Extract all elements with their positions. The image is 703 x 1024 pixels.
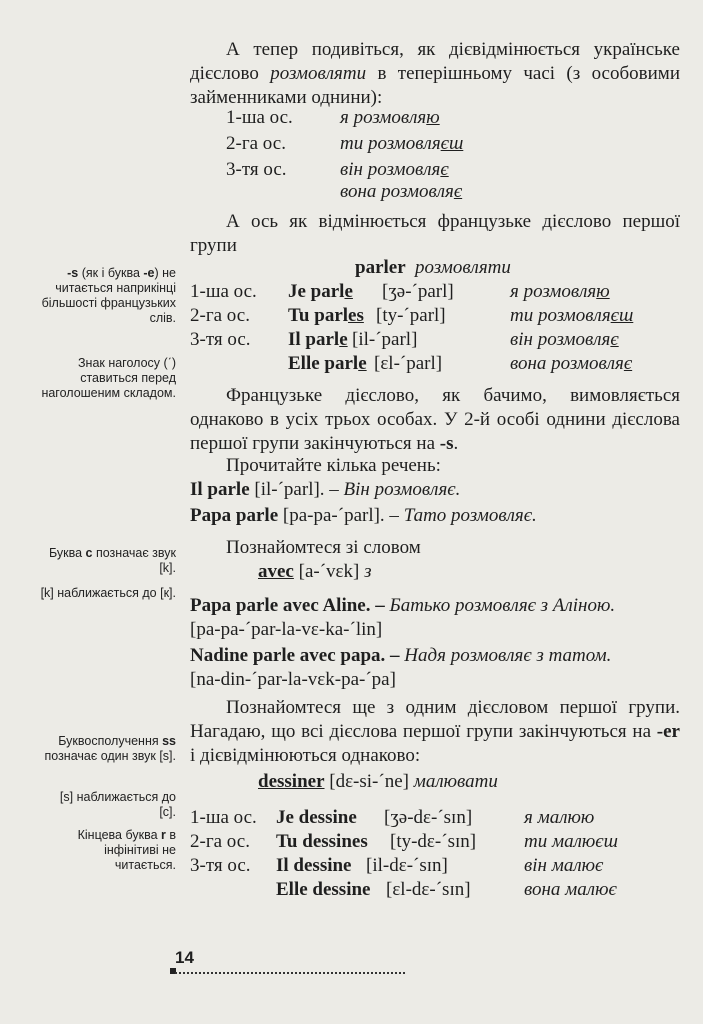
sentence-2 xyxy=(190,504,537,528)
fr-form: Tu dessines xyxy=(276,831,368,852)
sentence-tr: Тато розмовляє. xyxy=(403,505,537,526)
side-note-stress: Знак наголосу (ˊ) ставиться перед наголошеним складом. xyxy=(41,356,176,400)
sentence-4 xyxy=(190,644,611,668)
fr-form: Je parl xyxy=(288,281,345,302)
sentence-1 xyxy=(190,478,460,502)
ipa: [ty-dɛ-ˊsɪn] xyxy=(390,831,477,852)
ua-form: ти розмовля xyxy=(340,133,441,154)
footer-dotted-rule xyxy=(175,972,405,974)
side-text: Кінцева буква xyxy=(77,828,161,842)
ua-ending: є xyxy=(453,181,463,202)
ipa: [il-ˊparl] xyxy=(352,329,418,350)
fr-note-end: . xyxy=(453,433,459,454)
fr-ending: e xyxy=(339,329,348,350)
dess-intro-end: і дієвідмінюються однаково: xyxy=(190,745,421,766)
translation-ending: є xyxy=(610,329,619,350)
fr-ending: e xyxy=(358,353,367,374)
dess-intro-ending: -er xyxy=(656,721,680,742)
side-bold: r xyxy=(161,828,166,842)
fr-form: Il parl xyxy=(288,329,340,350)
ipa: [ɛl-dɛ-ˊsɪn] xyxy=(386,879,471,900)
translation-ending: ю xyxy=(596,281,610,302)
ua-form: я розмовля xyxy=(340,107,427,128)
person-label: 2-га ос. xyxy=(190,831,250,852)
person-label: 1-ша ос. xyxy=(226,107,293,128)
fr-note xyxy=(190,384,680,456)
ipa: [ty-ˊparl] xyxy=(376,305,446,326)
translation: він малює xyxy=(524,855,604,876)
sentence-3 xyxy=(190,594,615,618)
ua-ending: єш xyxy=(440,133,464,154)
ua-form: вона розмовля xyxy=(340,181,454,202)
ua-form: він розмовля xyxy=(340,159,441,180)
sentence-fr: Nadine parle avec papa. xyxy=(190,645,386,666)
verb-word: parler xyxy=(355,257,406,278)
side-text: (як і буква xyxy=(78,266,144,280)
fr-form: Elle dessine xyxy=(276,879,371,900)
verb-word: dessiner xyxy=(258,771,325,792)
word-prompt-text: Познайомтеся зі словом xyxy=(226,537,421,558)
translation: я малюю xyxy=(524,807,595,828)
side-bold: -e xyxy=(143,266,155,280)
fr-note-text: Французьке дієслово, як бачимо, вимовляється однаково в усіх трьох особах. У 2-й особі однини дієслова першої групи закінчуються на xyxy=(190,385,680,454)
avec-word: avec xyxy=(258,561,294,582)
person-label: 3-тя ос. xyxy=(226,159,287,180)
person-label: 1-ша ос. xyxy=(190,807,257,828)
translation-ending: єш xyxy=(610,305,634,326)
side-note-c xyxy=(40,546,176,576)
translation: я розмовля xyxy=(510,281,597,302)
intro-paragraph xyxy=(190,38,680,110)
sentence-tr: Батько розмовляє з Аліною. xyxy=(389,595,616,616)
dash: – xyxy=(370,595,390,616)
ipa: [ʒə-dɛ-ˊsɪn] xyxy=(384,807,473,828)
ua-ending: ю xyxy=(426,107,440,128)
person-label: 2-га ос. xyxy=(190,305,250,326)
sentence-ipa: [il-ˊparl]. – xyxy=(249,479,344,500)
intro-verb: розмовляти xyxy=(270,63,367,84)
ipa: [ɛl-ˊparl] xyxy=(374,353,443,374)
person-label: 3-тя ос. xyxy=(190,329,251,350)
sentence-tr: Надя розмовляє з татом. xyxy=(404,645,612,666)
side-bold: -s xyxy=(67,266,79,280)
ipa: [ʒə-ˊparl] xyxy=(382,281,454,302)
sentence-ipa: [pa-pa-ˊpar-la-vɛ-ka-ˊlin] xyxy=(190,619,383,640)
dessiner-intro xyxy=(190,696,680,768)
side-bold: ss xyxy=(162,734,176,748)
dess-intro-text: Познайомтеся ще з одним дієсловом першої групи. Нагадаю, що всі дієслова першої групи закінчуються на xyxy=(190,697,680,742)
avec-line xyxy=(258,560,372,584)
translation: ти малюєш xyxy=(524,831,618,852)
sentence-ipa: [pa-pa-ˊparl]. – xyxy=(278,505,404,526)
translation: ти розмовля xyxy=(510,305,611,326)
side-text: ) не читається наприкінці більшості французьких слів. xyxy=(41,266,176,325)
side-text: позначає один звук [s]. xyxy=(44,749,176,763)
fr-form: Elle parl xyxy=(288,353,359,374)
sentence-fr: Papa parle xyxy=(190,505,279,526)
word-prompt xyxy=(226,536,421,560)
fr-intro: А ось як відмінюється французьке дієслово першої групи xyxy=(190,211,680,256)
translation: вона розмовля xyxy=(510,353,624,374)
intro-text-end: в теперішньому часі (з особовими займенниками однини): xyxy=(190,63,680,108)
avec-tr: з xyxy=(364,561,372,582)
fr-note-ending: -s xyxy=(439,433,454,454)
sentence-ipa: [na-din-ˊpar-la-vɛk-pa-ˊpa] xyxy=(190,669,396,690)
sentence-tr: Він розмовляє. xyxy=(343,479,461,500)
fr-ending: e xyxy=(344,281,353,302)
translation: вона малює xyxy=(524,879,617,900)
side-note-ss xyxy=(40,734,176,764)
sentence-fr: Papa parle avec Aline. xyxy=(190,595,371,616)
person-label: 2-га ос. xyxy=(226,133,286,154)
side-note-k: [k] наближається до [к]. xyxy=(40,586,176,600)
fr-form: Il dessine xyxy=(276,855,352,876)
side-note-s xyxy=(40,266,176,326)
side-note-r xyxy=(40,828,176,873)
ipa: [il-dɛ-ˊsɪn] xyxy=(366,855,448,876)
intro-text: А тепер подивіться, як дієвідмінюється українське дієслово xyxy=(190,39,680,84)
translation-ending: є xyxy=(623,353,633,374)
fr-ending: es xyxy=(348,305,364,326)
person-label: 1-ша ос. xyxy=(190,281,257,302)
verb-translation: розмовляти xyxy=(415,257,511,278)
page-number: 14 xyxy=(175,948,194,967)
verb-ipa: [dɛ-si-ˊne] xyxy=(324,771,414,792)
fr-form: Je dessine xyxy=(276,807,357,828)
read-prompt xyxy=(226,454,441,478)
verb-translation: малювати xyxy=(413,771,498,792)
dash: – xyxy=(385,645,405,666)
person-label: 3-тя ос. xyxy=(190,855,251,876)
sentence-fr: Il parle xyxy=(190,479,250,500)
side-bold: c xyxy=(85,546,93,560)
dessiner-heading xyxy=(258,770,498,794)
side-text: в інфінітиві не читається. xyxy=(104,828,176,872)
side-text: Буква xyxy=(48,546,86,560)
translation: він розмовля xyxy=(510,329,611,350)
sentence-4-ipa xyxy=(190,668,396,692)
fr-form: Tu parl xyxy=(288,305,349,326)
read-prompt-text: Прочитайте кілька речень: xyxy=(226,455,441,476)
avec-ipa: [a-ˊvɛk] xyxy=(293,561,365,582)
side-note-s-sound: [s] наближається до [с]. xyxy=(59,790,176,819)
side-text: позначає звук [k]. xyxy=(92,546,176,575)
ua-ending: є xyxy=(440,159,449,180)
side-text: Буквосполучення xyxy=(58,734,163,748)
sentence-3-ipa xyxy=(190,618,382,642)
